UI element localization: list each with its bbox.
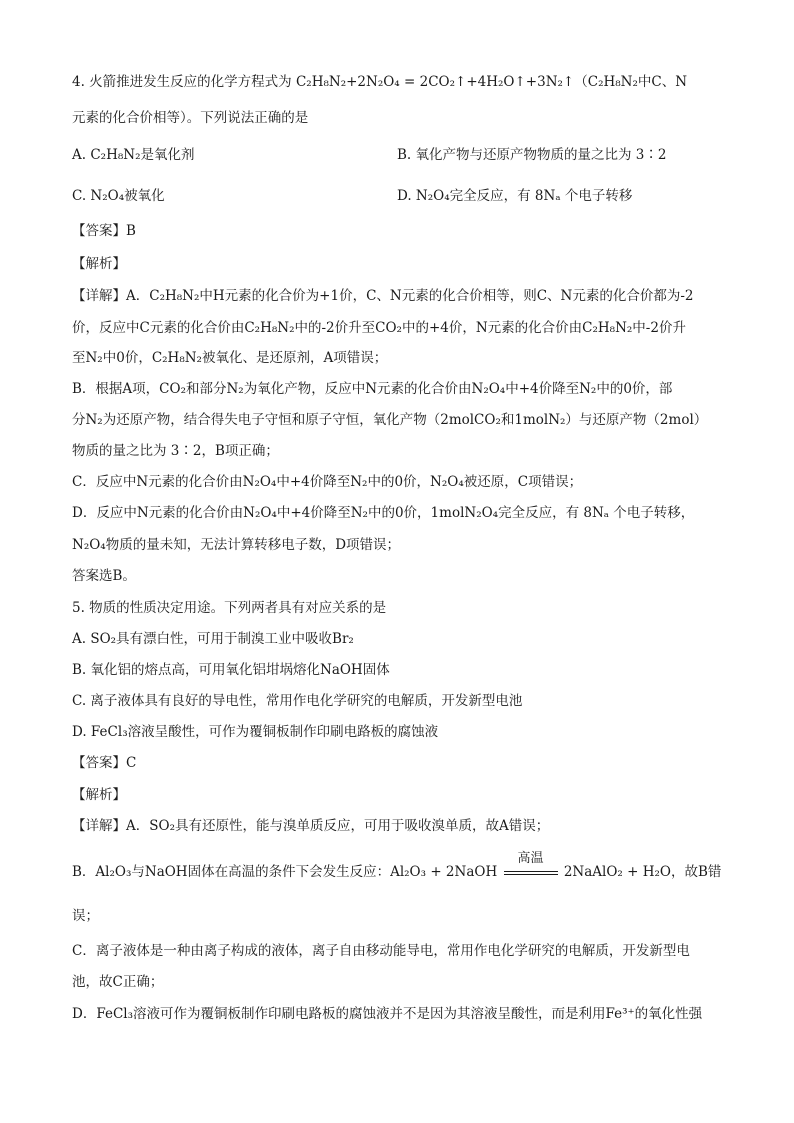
q5-analysis-heading: 【解析】 — [72, 787, 126, 803]
q4-detail-b-line2: 分N₂为还原产物，结合得失电子守恒和原子守恒，氧化产物（2molCO₂和1molN₂）与还原产物（2mol） — [72, 412, 708, 428]
q5-stem: 5. 物质的性质决定用途。下列两者具有对应关系的是 — [72, 600, 387, 616]
q4-option-d: D. N₂O₄完全反应，有 8Nₐ 个电子转移 — [397, 188, 633, 204]
reaction-condition-equals — [502, 850, 560, 883]
q5-detail-b-post: 2NaAlO₂ + H₂O，故B错 — [563, 864, 722, 880]
q4-stem-post: （C₂H₈N₂中C、N — [574, 74, 688, 90]
q4-analysis-heading: 【解析】 — [72, 256, 126, 272]
q4-option-c: C. N₂O₄被氧化 — [72, 188, 165, 204]
q5-option-b: B. 氧化铝的熔点高，可用氧化铝坩埚熔化NaOH固体 — [72, 662, 390, 678]
equals-bar-bottom — [504, 874, 558, 875]
q4-stem-line2: 元素的化合价相等）。下列说法正确的是 — [72, 110, 309, 126]
q5-detail-a: 【详解】A．SO₂具有还原性，能与溴单质反应，可用于吸收溴单质，故A错误； — [72, 818, 550, 834]
q5-option-a: A. SO₂具有漂白性，可用于制溴工业中吸收Br₂ — [72, 631, 354, 647]
q5-detail-c-line1: C．离子液体是一种由离子构成的液体，离子自由移动能导电，常用作电化学研究的电解质，开发新型电 — [72, 943, 690, 959]
q4-detail-a-line2: 价，反应中C元素的化合价由C₂H₈N₂中的-2价升至CO₂中的+4价，N元素的化合价由C₂H₈N₂中-2价升 — [72, 320, 686, 336]
q4-detail-a-line1: 【详解】A．C₂H₈N₂中H元素的化合价为+1价，C、N元素的化合价相等，则C、N元素的化合价都为-2 — [72, 288, 694, 304]
q5-detail-c-line2: 池，故C正确； — [72, 974, 164, 990]
q4-option-a: A. C₂H₈N₂是氧化剂 — [72, 147, 195, 163]
q5-detail-b-pre: B．Al₂O₃与NaOH固体在高温的条件下会发生反应：Al₂O₃ + 2NaOH — [72, 864, 498, 880]
q4-detail-b-line1: B．根据A项，CO₂和部分N₂为氧化产物，反应中N元素的化合价由N₂O₄中+4价降至N₂中的0价，部 — [72, 381, 673, 397]
q4-detail-a-line3: 至N₂中0价，C₂H₈N₂被氧化、是还原剂，A项错误； — [72, 350, 388, 366]
q5-detail-b-line1 — [72, 850, 724, 883]
q5-detail-b-line2: 误； — [72, 908, 99, 924]
q4-detail-c: C．反应中N元素的化合价由N₂O₄中+4价降至N₂中的0价，N₂O₄被还原，C项错误； — [72, 474, 583, 490]
q4-conclusion: 答案选B。 — [72, 568, 136, 584]
q5-option-c: C. 离子液体具有良好的导电性，常用作电化学研究的电解质，开发新型电池 — [72, 693, 523, 709]
q4-stem-pre: 4. 火箭推进发生反应的化学方程式为 — [72, 74, 296, 90]
q5-option-d: D. FeCl₃溶液呈酸性，可作为覆铜板制作印刷电路板的腐蚀液 — [72, 724, 439, 740]
q4-answer: 【答案】B — [72, 223, 136, 239]
equals-bar-top — [504, 871, 558, 872]
q5-detail-d: D．FeCl₃溶液可作为覆铜板制作印刷电路板的腐蚀液并不是因为其溶液呈酸性，而是利用Fe³⁺的氧化性强 — [72, 1006, 703, 1022]
q4-equation: C₂H₈N₂+2N₂O₄ = 2CO₂↑+4H₂O↑+3N₂↑ — [295, 74, 575, 90]
q4-detail-b-line3: 物质的量之比为 3∶2，B项正确； — [72, 443, 279, 459]
q4-stem-line1 — [72, 72, 724, 92]
q4-detail-d-line1: D．反应中N元素的化合价由N₂O₄中+4价降至N₂中的0价，1molN₂O₄完全反应，有 8Nₐ 个电子转移， — [72, 505, 695, 521]
q4-option-b: B. 氧化产物与还原产物物质的量之比为 3∶2 — [397, 147, 667, 163]
reaction-condition: 高温 — [517, 850, 544, 866]
q5-answer: 【答案】C — [72, 755, 137, 771]
q4-detail-d-line2: N₂O₄物质的量未知，无法计算转移电子数，D项错误； — [72, 537, 401, 553]
